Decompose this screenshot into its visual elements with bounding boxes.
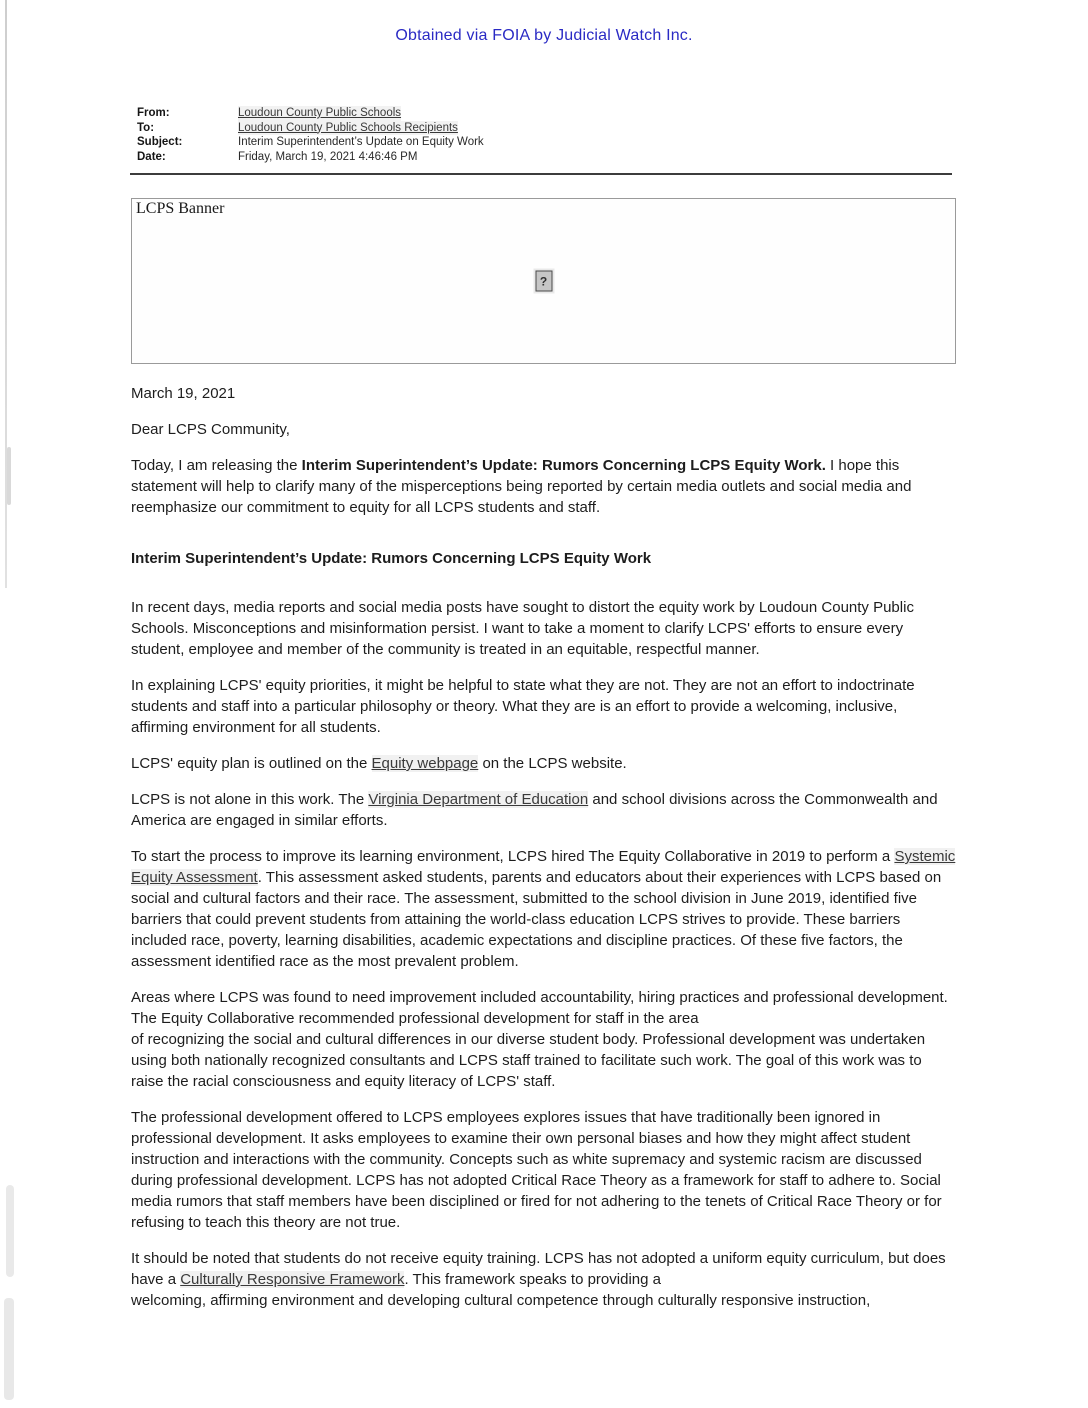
scan-artifact-smudge (6, 1185, 14, 1277)
paragraph-equity-plan (131, 753, 957, 774)
broken-image-icon (535, 271, 552, 292)
foia-watermark: Obtained via FOIA by Judicial Watch Inc. (395, 27, 693, 44)
date-label: Date: (137, 150, 166, 163)
salutation: Dear LCPS Community, (131, 421, 290, 438)
subject-value: Interim Superintendent’s Update on Equity Work (238, 136, 484, 148)
equity-plan-text-cont: on the LCPS website. (478, 755, 627, 772)
improvement-text: Areas where LCPS was found to need improvement included accountability, hiring practices and professional development. The Equity Collaborative recommended professional development for staff in the area (131, 989, 948, 1027)
paragraph-recent-days: In recent days, media reports and social media posts have sought to distort the equity work by Loudoun County Public Schools. Misconceptions and misinformation persist. I want to take a moment to clarify LCPS' efforts to ensure every student, employee and member of the community is treated in an equitable, respectful manner. (131, 599, 914, 658)
letter-body (131, 383, 957, 1311)
email-header (137, 106, 1088, 164)
email-header-row-date (137, 150, 1088, 165)
paragraph-students (131, 1248, 957, 1311)
letter-date: March 19, 2021 (131, 385, 236, 402)
from-label: From: (137, 107, 170, 119)
not-alone-text-cont: and school divisions across the Commonwealth and America are engaged in similar efforts. (131, 791, 938, 829)
section-heading: Interim Superintendent’s Update: Rumors Concerning LCPS Equity Work (131, 550, 652, 567)
paragraph-not-alone (131, 789, 957, 831)
culturally-responsive-framework-link[interactable]: Culturally Responsive Framework (180, 1271, 405, 1288)
banner-alt-text: LCPS Banner (136, 200, 225, 217)
broken-image-glyph: ? (539, 274, 548, 288)
improvement-text-cont: of recognizing the social and cultural differences in our diverse student body. Professional development was undertaken using both nationally recognized consultants and LCPS staff trained to facilitate such work. The goal of this work was to raise the racial consciousness and equity literacy of LCPS' staff. (131, 1031, 926, 1090)
date-value: Friday, March 19, 2021 4:46:46 PM (238, 150, 418, 163)
students-text-cont: . This framework speaks to providing a (404, 1271, 661, 1288)
paragraph-prof-dev: The professional development offered to LCPS employees explores issues that have traditionally been ignored in professional development. It asks employees to examine their own personal biases and how they might affect student instruction and interactions with the community. Concepts such as white supremacy and systemic racism are discussed during professional development. LCPS has not adopted Critical Race Theory as a framework for staff to adhere to. Social media rumors that staff members have been disciplined or fired for not adhering to the tenets of Critical Race Theory or for refusing to teach this theory are not true. (131, 1109, 942, 1231)
intro-text-cont: I hope this statement will help to clarify many of the misperceptions being reported by certain media outlets and social media and reemphasize our commitment to equity for all LCPS students and staff. (131, 457, 912, 516)
subject-label: Subject: (137, 136, 183, 148)
email-header-row-from (137, 106, 1088, 121)
lcps-banner-placeholder (131, 198, 956, 364)
intro-text: Today, I am releasing the (131, 457, 302, 474)
vdoe-link[interactable]: Virginia Department of Education (368, 791, 589, 808)
from-link[interactable]: Loudoun County Public Schools (238, 107, 402, 119)
process-text: To start the process to improve its learning environment, LCPS hired The Equity Collaborative in 2019 to perform a (131, 848, 895, 865)
paragraph-process (131, 846, 957, 972)
paragraph-improvement (131, 987, 957, 1092)
to-link[interactable]: Loudoun County Public Schools Recipients (238, 121, 458, 134)
not-alone-text: LCPS is not alone in this work. The (131, 791, 369, 808)
to-label: To: (137, 121, 155, 134)
email-header-row-subject (137, 135, 1088, 150)
students-text-last: welcoming, affirming environment and developing cultural competence through culturally responsive instruction, (131, 1292, 871, 1309)
paragraph-explaining: In explaining LCPS' equity priorities, it might be helpful to state what they are not. They are not an effort to indoctrinate students and staff into a particular philosophy or theory. What they are is an effort to provide a welcoming, inclusive, affirming environment for all students. (131, 677, 915, 736)
header-divider (130, 173, 952, 175)
intro-bold-title: Interim Superintendent’s Update: Rumors Concerning LCPS Equity Work. (301, 457, 826, 474)
scan-artifact-smudge (4, 1298, 14, 1400)
students-text: It should be noted that students do not receive equity training. LCPS has not adopted a uniform equity curriculum, but does have a (131, 1250, 946, 1288)
equity-webpage-link[interactable]: Equity webpage (371, 755, 479, 772)
process-text-cont: . This assessment asked students, parents and educators about their experiences with LCPS based on social and cultural factors and their race. The assessment, submitted to the school division in June 2019, identified five barriers that could prevent students from attaining the world-class education LCPS strives to provide. These barriers included race, poverty, learning disabilities, academic expectations and discipline practices. Of these five factors, the assessment identified race as the most prevalent problem. (131, 869, 942, 970)
systemic-equity-assessment-link[interactable]: Systemic Equity Assessment (131, 848, 956, 886)
scan-artifact-mark (7, 447, 11, 505)
paragraph-intro (131, 455, 957, 518)
email-header-row-to (137, 121, 1088, 136)
equity-plan-text: LCPS' equity plan is outlined on the (131, 755, 372, 772)
